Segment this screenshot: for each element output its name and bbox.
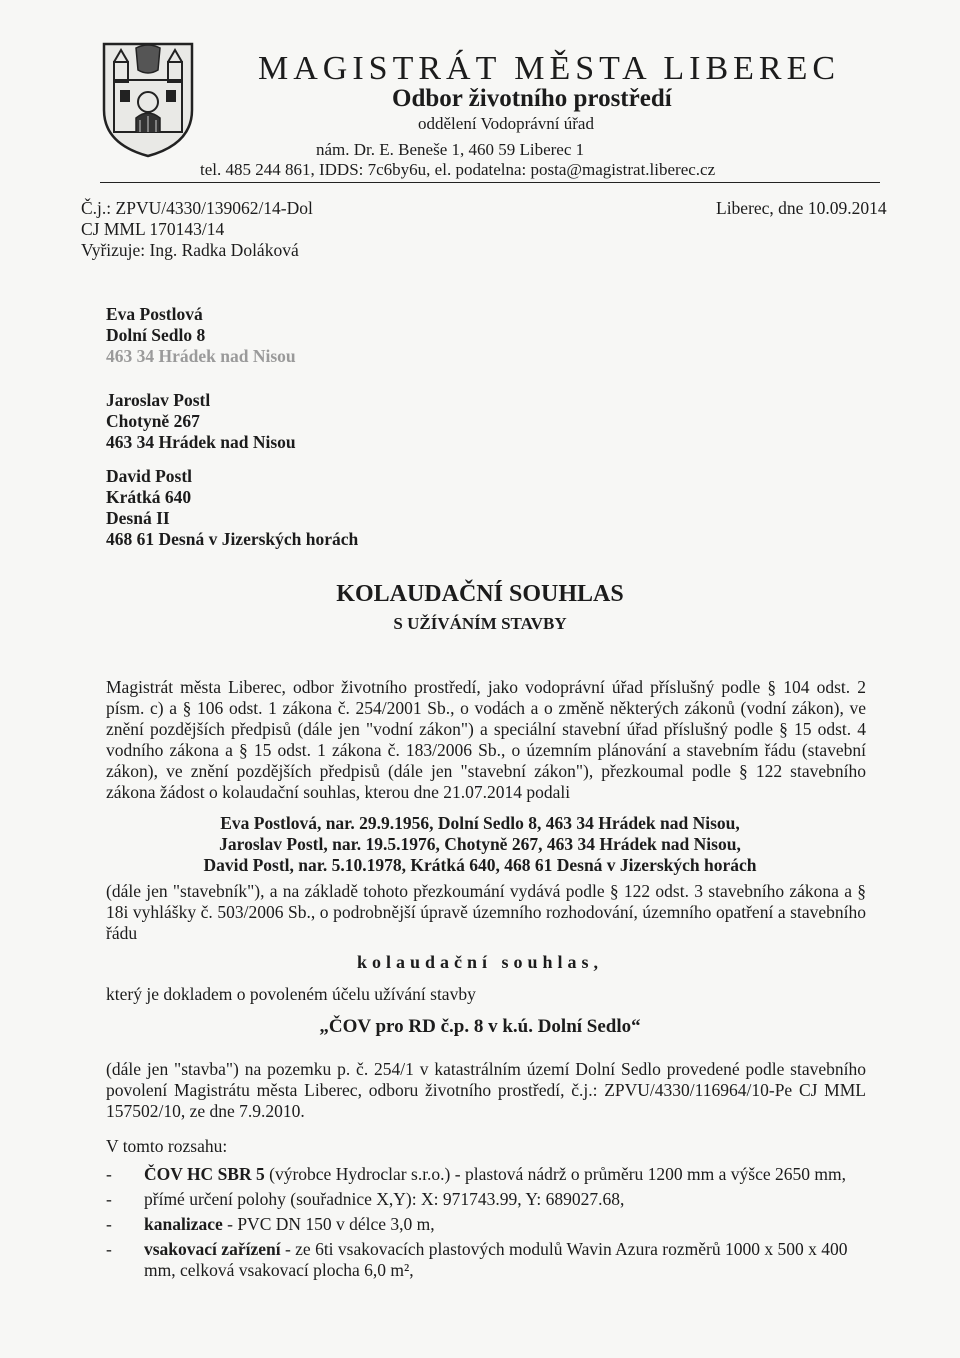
scope-intro: V tomto rozsahu:: [106, 1136, 228, 1156]
applicant-list: Eva Postlová, nar. 29.9.1956, Dolní Sedlo 8, 463 34 Hrádek nad Nisou, Jaroslav Postl, nar. 19.5.1976, Chotyně 267, 463 34 Hrádek nad Nisou, David Postl, nar. 5.10.1978, Krátká 640, 468 61 Desná v Jizerských horách: [203, 813, 757, 875]
department-name: Odbor životního prostředí: [392, 85, 672, 112]
header-divider: [100, 182, 880, 183]
recipient-address: David Postl Krátká 640 Desná II 468 61 Desná v Jizerských horách: [106, 466, 359, 549]
handler-name: Vyřizuje: Ing. Radka Doláková: [81, 240, 299, 260]
decision-intro: který je dokladem o povoleném účelu užívání stavby: [106, 984, 476, 1004]
city-crest-logo: [100, 40, 196, 158]
case-number-mml: CJ MML 170143/14: [81, 219, 225, 239]
document-title: KOLAUDAČNÍ SOUHLAS: [336, 581, 624, 607]
project-name: „ČOV pro RD č.p. 8 v k.ú. Dolní Sedlo“: [319, 1016, 641, 1037]
office-address: nám. Dr. E. Beneše 1, 460 59 Liberec 1: [316, 140, 585, 159]
recipient-address: Eva Postlová Dolní Sedlo 8 463 34 Hrádek nad Nisou: [106, 304, 296, 366]
decision-heading: kolaudační souhlas,: [356, 952, 604, 972]
paragraph-intro: Magistrát města Liberec, odbor životního prostředí, jako vodoprávní úřad příslušný podle § 104 odst. 2 písm. c) a § 106 odst. 1 zákona č. 254/2001 Sb., o vodách a o změně některých zákonů (vodní zákon), ve znění pozdějších předpisů (dále jen "vodní zákon") a speciální stavební úřad příslušný podle § 15 odst. 4 vodního zákona a § 15 odst. 1 zákona č. 183/2006 Sb., o územním plánování a stavebním řádu (stavební zákon), ve znění pozdějších předpisů (dále jen "stavební zákon"), přezkoumal podle § 122 stavebního zákona žádost o kolaudační souhlas, kterou dne 21.07.2014 podali: [106, 677, 866, 802]
paragraph-legal-basis: (dále jen "stavebník"), a na základě tohoto přezkoumání vydává podle § 122 odst. 3 stavebního zákona a § 18i vyhlášky č. 503/2006 Sb., o podrobnější úpravě územního rozhodování, územního opatření a stavebního řádu: [106, 881, 866, 943]
unit-name: oddělení Vodoprávní úřad: [418, 114, 594, 133]
paragraph-construction: (dále jen "stavba") na pozemku p. č. 254/1 v katastrálním území Dolní Sedlo provedené podle stavebního povolení Magistrátu města Liberec, odboru životního prostředí, č.j.: ZPVU/4330/116964/10-Pe CJ MML 157502/10, ze dne 7.9.2010.: [106, 1059, 866, 1121]
office-contact: tel. 485 244 861, IDDS: 7c6by6u, el. podatelna: posta@magistrat.liberec.cz: [200, 160, 716, 179]
document-subtitle: S UŽÍVÁNÍM STAVBY: [393, 614, 567, 633]
case-number: Č.j.: ZPVU/4330/139062/14-Dol: [81, 198, 313, 218]
authority-name: MAGISTRÁT MĚSTA LIBEREC: [258, 50, 841, 87]
place-and-date: Liberec, dne 10.09.2014: [716, 198, 887, 218]
recipient-address: Jaroslav Postl Chotyně 267 463 34 Hrádek nad Nisou: [106, 390, 296, 452]
